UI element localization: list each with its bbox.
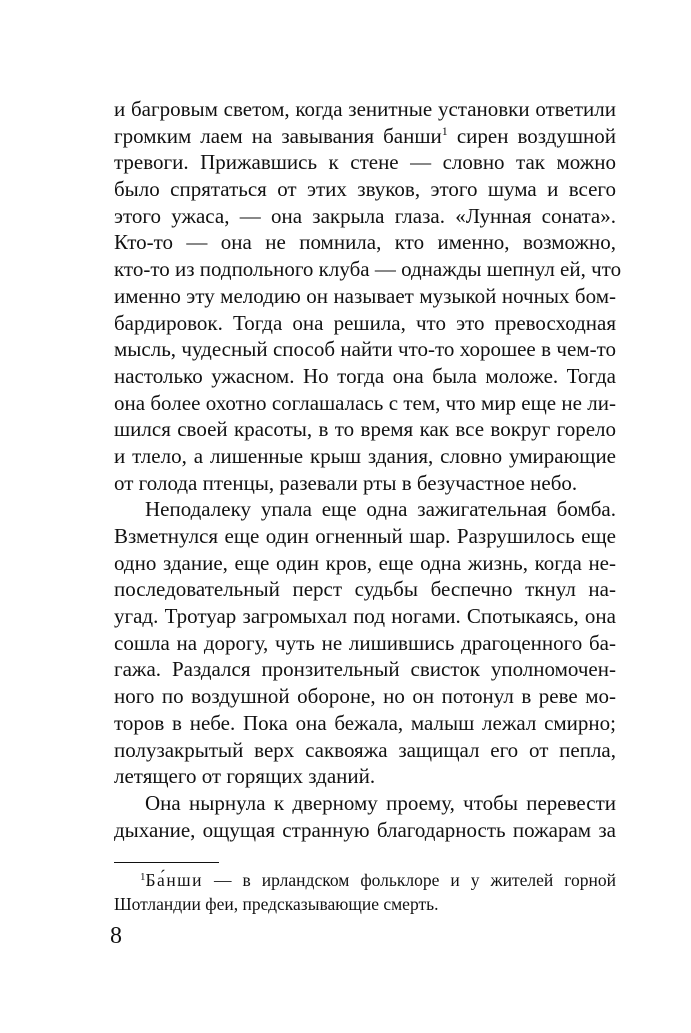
text-line: этого ужаса, — она закрыла глаза. «Лунная соната».: [114, 203, 616, 228]
footnote: [114, 868, 616, 916]
text-line: она более охотно соглашалась с тем, что мир еще не ли-: [114, 390, 616, 415]
text-line: Взметнулся еще один огненный шар. Разрушилось еще: [114, 524, 616, 548]
body-text: [114, 96, 622, 843]
footnote-divider: [114, 862, 219, 863]
text-line: и багровым светом, когда зенитные установки ответили: [114, 97, 616, 121]
text-line: именно эту мелодию он называет музыкой ночных бом-: [114, 283, 616, 308]
text-line: Она нырнула к дверному проему, чтобы перевести: [145, 790, 616, 815]
text-line: кто-то из подпольного клуба — однажды шепнул ей, что: [114, 257, 622, 282]
text-line: сошла на дорогу, чуть не лишившись драгоценного ба-: [114, 630, 616, 655]
text-line: гажа. Раздался пронзительный свисток уполномочен-: [114, 657, 616, 682]
text-line: летящего от горящих зданий.: [114, 764, 376, 789]
text-line: Неподалеку упала еще одна зажигательная бомба.: [145, 497, 616, 522]
text-line: торов в небе. Пока она бежала, малыш лежал смирно;: [114, 710, 616, 735]
footnote-line: [114, 868, 616, 892]
text-line: дыхание, ощущая странную благодарность пожарам за: [114, 817, 616, 842]
text-line: полузакрытый верх саквояжа защищал его от пепла,: [114, 737, 616, 762]
footnote-reference: 1: [441, 123, 448, 138]
text-line-end: сирен воздушной: [447, 123, 617, 148]
footnote-line: Шотландии феи, предсказывающие смерть.: [114, 894, 439, 914]
text-line-start: громким лаем на завывания банши: [114, 123, 442, 148]
text-line: настолько ужасном. Но тогда она была моложе. Тогда: [114, 363, 616, 388]
footnote-text: — в ирландском фольклоре и у жителей горной: [203, 870, 616, 890]
text-line: было спрятаться от этих звуков, этого шума и всего: [114, 177, 616, 202]
text-line: одно здание, еще один кров, еще одна жизнь, когда не-: [114, 550, 616, 575]
text-line: мысль, чудесный способ найти что-то хорошее в чем-то: [114, 337, 616, 362]
text-line: бардировок. Тогда она решила, что это превосходная: [114, 310, 616, 335]
text-line: угад. Тротуар загромыхал под ногами. Спотыкаясь, она: [114, 604, 616, 629]
text-line: [114, 123, 616, 150]
text-line: Кто-то — она не помнила, кто именно, возможно,: [114, 230, 616, 255]
text-line: последовательный перст судьбы беспечно ткнул на-: [114, 577, 616, 602]
text-line: от голода птенцы, разевали рты в безучастное небо.: [114, 470, 578, 495]
text-line: тревоги. Прижавшись к стене — словно так можно: [114, 150, 616, 175]
text-line: и тлело, а лишенные крыш здания, словно умирающие: [114, 443, 616, 468]
page-number: 8: [110, 923, 122, 949]
footnote-mark: 1: [140, 871, 146, 883]
text-line: ного по воздушной обороне, но он потонул в реве мо-: [114, 684, 616, 709]
footnote-term: Ба́нши: [145, 870, 204, 890]
text-line: шился своей красоты, в то время как все вокруг горело: [114, 417, 616, 442]
